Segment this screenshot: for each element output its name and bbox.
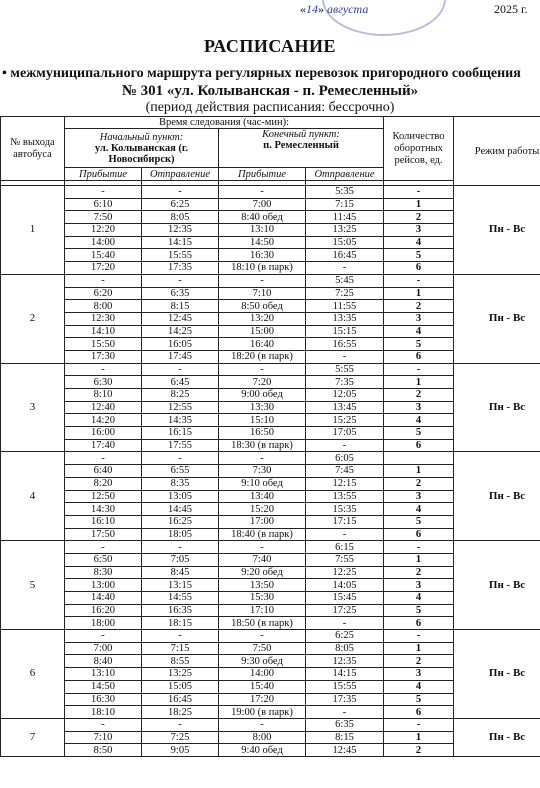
departure-start-cell: 16:05 — [142, 338, 219, 351]
arrival-end-cell: 8:00 — [219, 731, 306, 744]
trips-count-cell: 3 — [384, 224, 454, 237]
departure-start-cell: - — [142, 452, 219, 465]
trips-count-cell: 3 — [384, 668, 454, 681]
arrival-start-cell: 17:30 — [65, 350, 142, 363]
departure-end-cell: 16:55 — [306, 338, 384, 351]
departure-start-cell: 13:15 — [142, 579, 219, 592]
departure-start-cell: 8:55 — [142, 655, 219, 668]
departure-end-cell: 17:05 — [306, 427, 384, 440]
arrival-end-cell: 14:00 — [219, 668, 306, 681]
arrival-end-cell: 16:50 — [219, 427, 306, 440]
trips-count-cell: 1 — [384, 376, 454, 389]
departure-end-cell: 13:25 — [306, 224, 384, 237]
trips-count-cell: 2 — [384, 566, 454, 579]
departure-end-cell: 15:55 — [306, 680, 384, 693]
departure-start-cell: 6:45 — [142, 376, 219, 389]
departure-end-cell: 5:35 — [306, 186, 384, 199]
trips-count-cell: 4 — [384, 325, 454, 338]
route-type-line — [2, 66, 540, 82]
departure-end-cell: 13:35 — [306, 312, 384, 325]
departure-start-cell: 16:25 — [142, 515, 219, 528]
departure-end-cell: 16:45 — [306, 249, 384, 262]
departure-end-cell: 13:45 — [306, 401, 384, 414]
departure-end-cell: 11:45 — [306, 211, 384, 224]
trips-count-cell: 5 — [384, 249, 454, 262]
departure-start-cell: - — [142, 274, 219, 287]
date-day: 14 — [306, 2, 318, 16]
schedule-body — [1, 186, 540, 757]
arrival-start-cell: 17:40 — [65, 439, 142, 452]
arrival-start-cell: 8:20 — [65, 477, 142, 490]
departure-end-cell: - — [306, 262, 384, 275]
trips-count-cell: 5 — [384, 693, 454, 706]
departure-start-cell: 14:35 — [142, 414, 219, 427]
arrival-end-cell: 14:50 — [219, 236, 306, 249]
trips-count-cell: 4 — [384, 236, 454, 249]
departure-end-cell: 5:55 — [306, 363, 384, 376]
departure-end-cell: 15:25 — [306, 414, 384, 427]
departure-start-cell: 12:55 — [142, 401, 219, 414]
arrival-start-cell: 12:40 — [65, 401, 142, 414]
approval-line — [0, 0, 540, 20]
trips-count-cell: 6 — [384, 706, 454, 719]
arrival-start-cell: 8:10 — [65, 389, 142, 402]
trips-count-cell: 2 — [384, 211, 454, 224]
route-number-line: № 301 «ул. Колыванская - п. Ремесленный» — [121, 83, 419, 99]
departure-end-cell: 6:15 — [306, 541, 384, 554]
col-mode: Режим работы — [454, 117, 540, 186]
departure-start-cell: 18:05 — [142, 528, 219, 541]
work-mode-cell: Пн - Вс — [454, 541, 540, 630]
departure-start-cell: 18:25 — [142, 706, 219, 719]
arrival-end-cell: - — [219, 186, 306, 199]
trips-count-cell: - — [384, 630, 454, 643]
trips-count-cell: - — [384, 541, 454, 554]
departure-start-cell: 14:45 — [142, 503, 219, 516]
work-mode-cell: Пн - Вс — [454, 274, 540, 363]
departure-end-cell: 7:45 — [306, 465, 384, 478]
trips-count-cell: 4 — [384, 680, 454, 693]
arrival-start-cell: 18:10 — [65, 706, 142, 719]
arrival-end-cell: 13:30 — [219, 401, 306, 414]
departure-start-cell: 17:35 — [142, 262, 219, 275]
arrival-start-cell: 6:40 — [65, 465, 142, 478]
arrival-start-cell: 13:10 — [65, 668, 142, 681]
departure-end-cell: - — [306, 439, 384, 452]
departure-end-cell: 12:15 — [306, 477, 384, 490]
departure-start-cell: 15:55 — [142, 249, 219, 262]
arrival-start-cell: 12:20 — [65, 224, 142, 237]
departure-start-cell: 18:15 — [142, 617, 219, 630]
arrival-end-cell: - — [219, 718, 306, 731]
arrival-start-cell: 8:50 — [65, 744, 142, 757]
end-point-label: Конечный пункт: — [262, 129, 340, 140]
arrival-end-cell: 8:50 обед — [219, 300, 306, 313]
trips-count-cell: 6 — [384, 262, 454, 275]
departure-end-cell: 12:25 — [306, 566, 384, 579]
departure-end-cell: 7:25 — [306, 287, 384, 300]
trips-count-cell: 2 — [384, 389, 454, 402]
departure-start-cell: - — [142, 363, 219, 376]
table-row — [1, 541, 540, 554]
col-departure-end: Отправление — [306, 168, 384, 181]
arrival-start-cell: 6:50 — [65, 553, 142, 566]
departure-end-cell: 17:25 — [306, 604, 384, 617]
trips-count-cell: 1 — [384, 642, 454, 655]
arrival-end-cell: 18:20 (в парк) — [219, 350, 306, 363]
table-row — [1, 274, 540, 287]
departure-end-cell: - — [306, 528, 384, 541]
arrival-end-cell: 9:40 обед — [219, 744, 306, 757]
route-type-text: межмуниципального маршрута регулярных перевозок пригородного сообщения — [10, 66, 521, 81]
departure-end-cell: 15:15 — [306, 325, 384, 338]
departure-end-cell: - — [306, 617, 384, 630]
document-title: РАСПИСАНИЕ — [204, 36, 336, 56]
arrival-start-cell: 8:30 — [65, 566, 142, 579]
departure-start-cell: 14:55 — [142, 592, 219, 605]
col-arrival-start: Прибытие — [65, 168, 142, 181]
departure-end-cell: 7:15 — [306, 198, 384, 211]
arrival-end-cell: 16:30 — [219, 249, 306, 262]
arrival-start-cell: 14:20 — [65, 414, 142, 427]
arrival-start-cell: 6:30 — [65, 376, 142, 389]
exit-number-cell: 4 — [1, 452, 65, 541]
bullet-icon: • — [2, 66, 7, 81]
arrival-end-cell: 17:10 — [219, 604, 306, 617]
trips-count-cell: 3 — [384, 579, 454, 592]
col-time-group: Время следования (час-мин): — [65, 117, 384, 129]
trips-count-cell: 1 — [384, 731, 454, 744]
departure-start-cell: 6:55 — [142, 465, 219, 478]
trips-count-cell: 6 — [384, 528, 454, 541]
arrival-end-cell: - — [219, 630, 306, 643]
departure-end-cell: 8:15 — [306, 731, 384, 744]
arrival-start-cell: 13:00 — [65, 579, 142, 592]
arrival-start-cell: 6:20 — [65, 287, 142, 300]
trips-count-cell: - — [384, 718, 454, 731]
departure-end-cell: - — [306, 706, 384, 719]
departure-start-cell: 12:45 — [142, 312, 219, 325]
departure-end-cell: 6:05 — [306, 452, 384, 465]
departure-end-cell: 12:45 — [306, 744, 384, 757]
departure-start-cell: 13:25 — [142, 668, 219, 681]
departure-start-cell: 8:05 — [142, 211, 219, 224]
trips-count-cell: 2 — [384, 477, 454, 490]
departure-end-cell: - — [306, 350, 384, 363]
arrival-start-cell: - — [65, 630, 142, 643]
departure-start-cell: 12:35 — [142, 224, 219, 237]
arrival-end-cell: 7:00 — [219, 198, 306, 211]
trips-count-cell — [384, 452, 454, 465]
departure-start-cell: 7:05 — [142, 553, 219, 566]
arrival-end-cell: 19:00 (в парк) — [219, 706, 306, 719]
trips-count-cell: 5 — [384, 338, 454, 351]
trips-count-cell: 6 — [384, 350, 454, 363]
departure-end-cell: 12:35 — [306, 655, 384, 668]
trips-count-cell: - — [384, 363, 454, 376]
trips-count-cell: - — [384, 186, 454, 199]
date-month: августа — [327, 2, 369, 16]
col-arrival-end: Прибытие — [219, 168, 306, 181]
trips-count-cell: 3 — [384, 401, 454, 414]
arrival-end-cell: 15:40 — [219, 680, 306, 693]
departure-start-cell: 16:35 — [142, 604, 219, 617]
work-mode-cell: Пн - Вс — [454, 363, 540, 452]
arrival-start-cell: 14:50 — [65, 680, 142, 693]
arrival-end-cell: 17:20 — [219, 693, 306, 706]
trips-count-cell: 4 — [384, 592, 454, 605]
departure-start-cell: 6:35 — [142, 287, 219, 300]
col-departure-start: Отправление — [142, 168, 219, 181]
work-mode-cell: Пн - Вс — [454, 630, 540, 719]
departure-start-cell: 9:05 — [142, 744, 219, 757]
departure-start-cell: 8:25 — [142, 389, 219, 402]
exit-number-cell: 3 — [1, 363, 65, 452]
arrival-start-cell: 16:20 — [65, 604, 142, 617]
table-row — [1, 630, 540, 643]
arrival-start-cell: 12:50 — [65, 490, 142, 503]
arrival-end-cell: 18:10 (в парк) — [219, 262, 306, 275]
arrival-start-cell: - — [65, 274, 142, 287]
work-mode-cell: Пн - Вс — [454, 186, 540, 275]
departure-end-cell: 6:35 — [306, 718, 384, 731]
departure-end-cell: 5:45 — [306, 274, 384, 287]
arrival-start-cell: - — [65, 452, 142, 465]
arrival-end-cell: 13:20 — [219, 312, 306, 325]
arrival-end-cell: 15:20 — [219, 503, 306, 516]
trips-count-cell: 1 — [384, 553, 454, 566]
arrival-end-cell: 18:40 (в парк) — [219, 528, 306, 541]
trips-count-cell: 2 — [384, 300, 454, 313]
departure-start-cell: 16:15 — [142, 427, 219, 440]
arrival-start-cell: 17:50 — [65, 528, 142, 541]
trips-count-cell: 5 — [384, 427, 454, 440]
arrival-start-cell: 14:30 — [65, 503, 142, 516]
departure-end-cell: 8:05 — [306, 642, 384, 655]
departure-start-cell: 8:45 — [142, 566, 219, 579]
departure-end-cell: 13:55 — [306, 490, 384, 503]
trips-count-cell: 2 — [384, 744, 454, 757]
arrival-end-cell: 16:40 — [219, 338, 306, 351]
departure-start-cell: 6:25 — [142, 198, 219, 211]
arrival-end-cell: 9:10 обед — [219, 477, 306, 490]
departure-start-cell: 14:15 — [142, 236, 219, 249]
arrival-start-cell: - — [65, 718, 142, 731]
exit-number-cell: 2 — [1, 274, 65, 363]
arrival-end-cell: 13:10 — [219, 224, 306, 237]
arrival-end-cell: 8:40 обед — [219, 211, 306, 224]
trips-count-cell: 3 — [384, 490, 454, 503]
arrival-start-cell: 14:00 — [65, 236, 142, 249]
arrival-end-cell: 9:00 обед — [219, 389, 306, 402]
departure-start-cell: - — [142, 541, 219, 554]
arrival-start-cell: 12:30 — [65, 312, 142, 325]
table-row — [1, 452, 540, 465]
trips-count-cell: 6 — [384, 439, 454, 452]
departure-end-cell: 15:45 — [306, 592, 384, 605]
end-point-name: п. Ремесленный — [263, 140, 339, 151]
departure-end-cell: 6:25 — [306, 630, 384, 643]
arrival-end-cell: - — [219, 274, 306, 287]
trips-count-cell: - — [384, 274, 454, 287]
departure-end-cell: 15:05 — [306, 236, 384, 249]
trips-count-cell: 5 — [384, 515, 454, 528]
trips-count-cell: 2 — [384, 655, 454, 668]
trips-count-cell: 5 — [384, 604, 454, 617]
arrival-end-cell: - — [219, 363, 306, 376]
col-start-point — [65, 129, 219, 168]
arrival-end-cell: 7:50 — [219, 642, 306, 655]
departure-start-cell: 7:15 — [142, 642, 219, 655]
departure-start-cell: 15:05 — [142, 680, 219, 693]
departure-end-cell: 12:05 — [306, 389, 384, 402]
arrival-start-cell: 17:20 — [65, 262, 142, 275]
departure-end-cell: 11:55 — [306, 300, 384, 313]
arrival-start-cell: 18:00 — [65, 617, 142, 630]
departure-end-cell: 17:35 — [306, 693, 384, 706]
arrival-end-cell: 7:20 — [219, 376, 306, 389]
schedule-table — [0, 116, 540, 757]
trips-count-cell: 1 — [384, 198, 454, 211]
arrival-start-cell: 7:00 — [65, 642, 142, 655]
col-end-point — [219, 129, 384, 168]
arrival-end-cell: 17:00 — [219, 515, 306, 528]
arrival-end-cell: 15:30 — [219, 592, 306, 605]
trips-count-cell: 4 — [384, 414, 454, 427]
arrival-start-cell: 8:00 — [65, 300, 142, 313]
arrival-start-cell: 8:40 — [65, 655, 142, 668]
arrival-start-cell: 15:50 — [65, 338, 142, 351]
departure-start-cell: 14:25 — [142, 325, 219, 338]
departure-start-cell: 8:15 — [142, 300, 219, 313]
arrival-start-cell: 15:40 — [65, 249, 142, 262]
arrival-start-cell: 7:50 — [65, 211, 142, 224]
departure-end-cell: 7:35 — [306, 376, 384, 389]
exit-number-cell: 5 — [1, 541, 65, 630]
arrival-end-cell: 18:50 (в парк) — [219, 617, 306, 630]
arrival-end-cell: 13:50 — [219, 579, 306, 592]
arrival-end-cell: 18:30 (в парк) — [219, 439, 306, 452]
departure-end-cell: 7:55 — [306, 553, 384, 566]
start-point-name: ул. Колыванская (г. Новосибирск) — [94, 142, 189, 165]
start-point-label: Начальный пункт: — [99, 131, 184, 143]
arrival-end-cell: 15:00 — [219, 325, 306, 338]
arrival-end-cell: 7:30 — [219, 465, 306, 478]
arrival-end-cell: - — [219, 541, 306, 554]
departure-start-cell: 17:45 — [142, 350, 219, 363]
arrival-start-cell: - — [65, 363, 142, 376]
departure-end-cell: 14:05 — [306, 579, 384, 592]
departure-start-cell: 7:25 — [142, 731, 219, 744]
date-quote-open: « — [300, 2, 306, 16]
col-exit-no: № выхода автобуса — [1, 117, 65, 181]
table-row — [1, 718, 540, 731]
date-quote-close: » — [318, 2, 324, 16]
departure-start-cell: 17:55 — [142, 439, 219, 452]
arrival-start-cell: 7:10 — [65, 731, 142, 744]
departure-end-cell: 14:15 — [306, 668, 384, 681]
trips-count-cell: 1 — [384, 465, 454, 478]
arrival-end-cell: 7:10 — [219, 287, 306, 300]
departure-end-cell: 15:35 — [306, 503, 384, 516]
arrival-start-cell: - — [65, 541, 142, 554]
arrival-end-cell: 9:20 обед — [219, 566, 306, 579]
arrival-start-cell: 16:10 — [65, 515, 142, 528]
arrival-end-cell: 13:40 — [219, 490, 306, 503]
arrival-end-cell: - — [219, 452, 306, 465]
arrival-start-cell: 16:30 — [65, 693, 142, 706]
exit-number-cell: 6 — [1, 630, 65, 719]
date-year: 2025 г. — [494, 2, 528, 16]
arrival-start-cell: 14:10 — [65, 325, 142, 338]
arrival-start-cell: 14:40 — [65, 592, 142, 605]
trips-count-cell: 1 — [384, 287, 454, 300]
departure-start-cell: - — [142, 186, 219, 199]
approval-date — [300, 2, 368, 17]
departure-start-cell: - — [142, 630, 219, 643]
work-mode-cell: Пн - Вс — [454, 718, 540, 756]
trips-count-cell: 3 — [384, 312, 454, 325]
work-mode-cell: Пн - Вс — [454, 452, 540, 541]
table-row — [1, 363, 540, 376]
arrival-end-cell: 15:10 — [219, 414, 306, 427]
departure-start-cell: 13:05 — [142, 490, 219, 503]
arrival-start-cell: - — [65, 186, 142, 199]
departure-start-cell: - — [142, 718, 219, 731]
trips-count-cell: 4 — [384, 503, 454, 516]
validity-period: (период действия расписания: бессрочно) — [145, 100, 395, 115]
arrival-end-cell: 9:30 обед — [219, 655, 306, 668]
departure-start-cell: 16:45 — [142, 693, 219, 706]
exit-number-cell: 7 — [1, 718, 65, 756]
table-row — [1, 186, 540, 199]
trips-count-cell: 6 — [384, 617, 454, 630]
departure-end-cell: 17:15 — [306, 515, 384, 528]
arrival-end-cell: 7:40 — [219, 553, 306, 566]
exit-number-cell: 1 — [1, 186, 65, 275]
departure-start-cell: 8:35 — [142, 477, 219, 490]
arrival-start-cell: 16:00 — [65, 427, 142, 440]
arrival-start-cell: 6:10 — [65, 198, 142, 211]
col-trips-count: Количество оборотных рейсов, ед. — [384, 117, 454, 181]
